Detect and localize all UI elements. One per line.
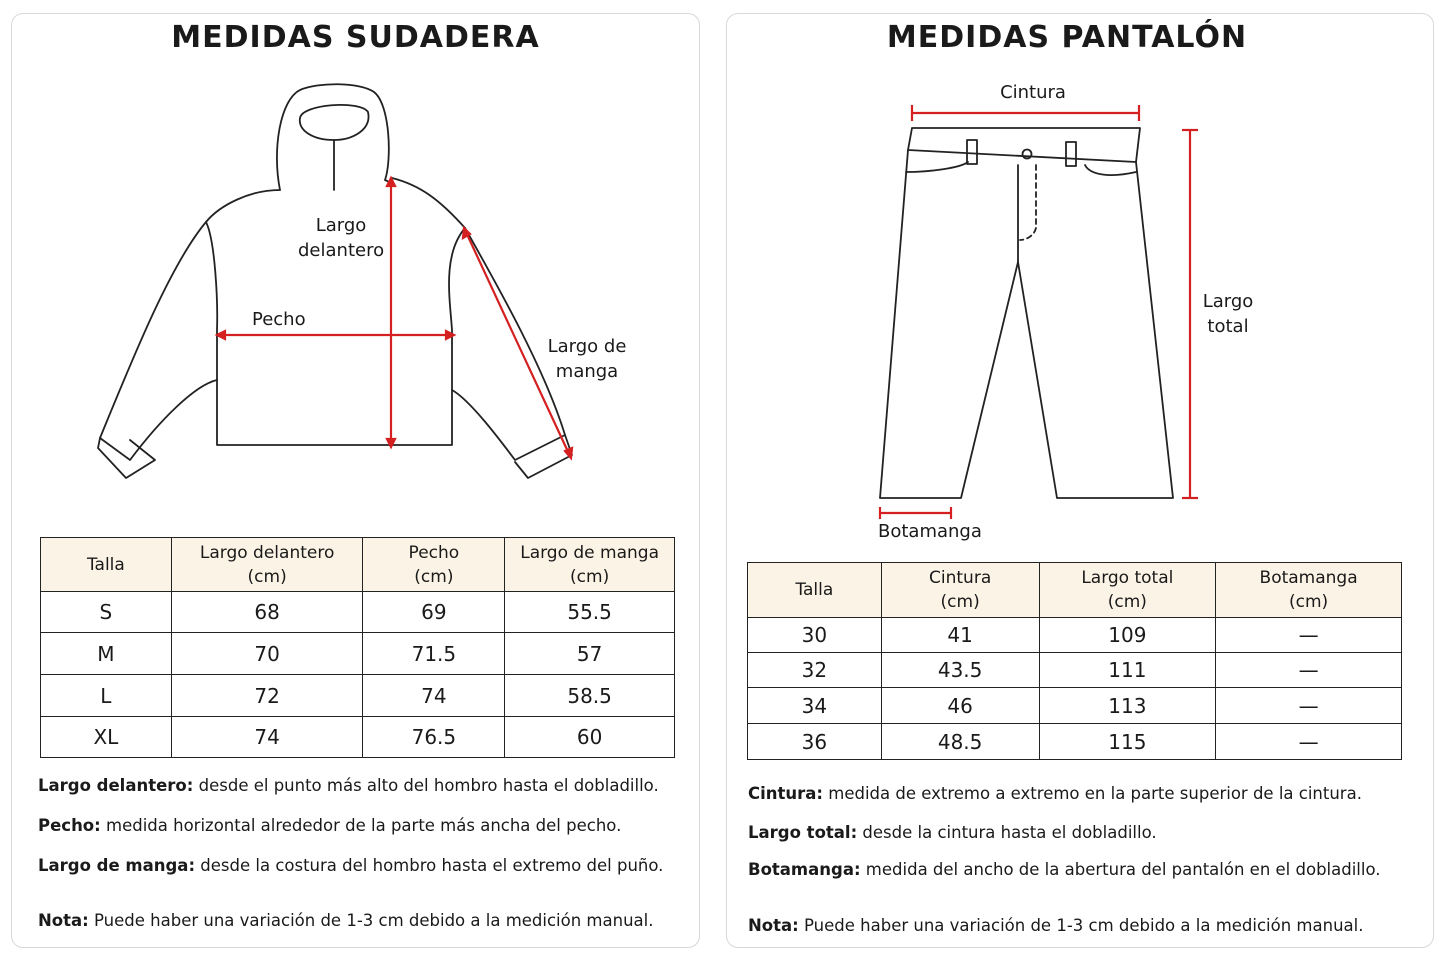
table-row: XL 74 76.5 60 bbox=[41, 717, 675, 758]
note-variacion: Nota: Puede haber una variación de 1-3 cm debido a la medición manual. bbox=[748, 916, 1364, 935]
table-row: 34 46 113 — bbox=[748, 688, 1402, 724]
table-row: 32 43.5 111 — bbox=[748, 653, 1402, 688]
label-cintura: Cintura bbox=[1000, 82, 1066, 103]
header-largo-total: Largo total (cm) bbox=[1039, 563, 1216, 618]
note-largo-manga: Largo de manga: desde la costura del hombro hasta el extremo del puño. bbox=[38, 856, 664, 875]
header-largo-manga: Largo de manga (cm) bbox=[505, 538, 675, 592]
label-botamanga: Botamanga bbox=[878, 521, 982, 542]
label-largo-total: Largo total bbox=[1202, 291, 1254, 337]
header-botamanga: Botamanga (cm) bbox=[1216, 563, 1402, 618]
note-pecho: Pecho: medida horizontal alrededor de la parte más ancha del pecho. bbox=[38, 816, 622, 835]
hoodie-title: MEDIDAS SUDADERA bbox=[171, 20, 540, 55]
label-pecho: Pecho bbox=[252, 309, 306, 330]
pants-right-pocket bbox=[1085, 165, 1136, 175]
pants-belt-loop-right bbox=[1066, 142, 1076, 166]
label-largo-manga: Largo de manga bbox=[547, 336, 627, 382]
table-row: 30 41 109 — bbox=[748, 618, 1402, 653]
note-cintura: Cintura: medida de extremo a extremo en la parte superior de la cintura. bbox=[748, 784, 1362, 803]
table-row: 36 48.5 115 — bbox=[748, 724, 1402, 760]
table-row: L 72 74 58.5 bbox=[41, 675, 675, 717]
note-botamanga: Botamanga: medida del ancho de la abertura del pantalón en el dobladillo. bbox=[748, 860, 1381, 879]
note-largo-delantero: Largo delantero: desde el punto más alto del hombro hasta el dobladillo. bbox=[38, 776, 659, 795]
header-pecho: Pecho (cm) bbox=[363, 538, 505, 592]
note-variacion: Nota: Puede haber una variación de 1-3 cm debido a la medición manual. bbox=[38, 911, 654, 930]
pants-left-pocket bbox=[906, 162, 968, 172]
header-cintura: Cintura (cm) bbox=[881, 563, 1039, 618]
header-talla: Talla bbox=[748, 563, 882, 618]
label-largo-delantero: Largo delantero bbox=[298, 215, 385, 261]
header-largo-delantero: Largo delantero (cm) bbox=[171, 538, 363, 592]
pants-belt-loop-left bbox=[967, 140, 977, 164]
pants-title: MEDIDAS PANTALÓN bbox=[886, 20, 1248, 55]
pants-legs bbox=[880, 150, 1173, 498]
table-row: S 68 69 55.5 bbox=[41, 592, 675, 633]
note-largo-total: Largo total: desde la cintura hasta el dobladillo. bbox=[748, 823, 1157, 842]
table-row: M 70 71.5 57 bbox=[41, 633, 675, 675]
pants-size-table bbox=[747, 562, 1402, 760]
header-talla: Talla bbox=[41, 538, 172, 592]
